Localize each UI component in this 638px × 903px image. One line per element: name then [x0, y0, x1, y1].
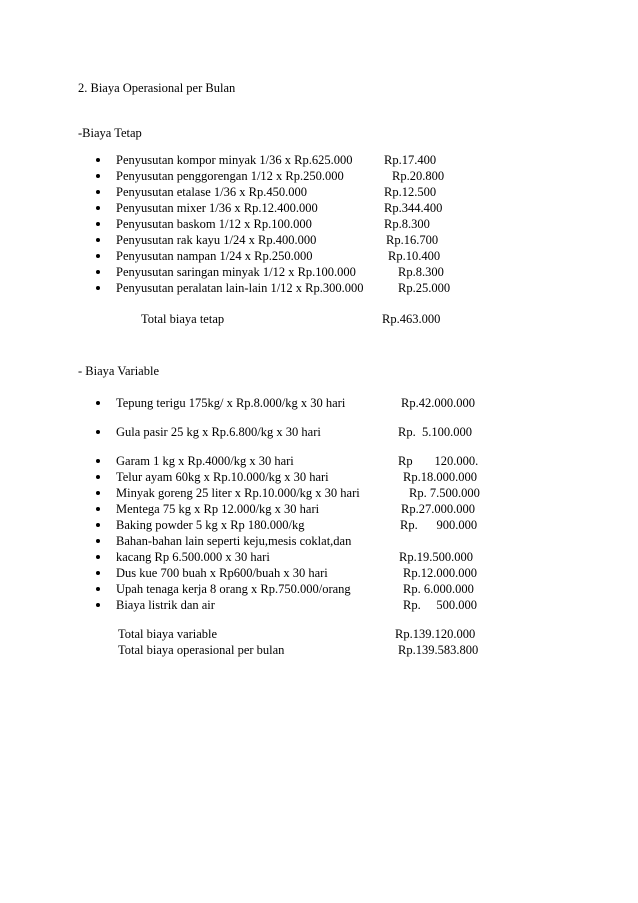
item-amount: Rp. 6.000.000	[403, 582, 474, 596]
bullet-icon	[96, 459, 100, 463]
item-amount: Rp.42.000.000	[401, 396, 475, 410]
item-description: Penyusutan rak kayu 1/24 x Rp.400.000	[116, 233, 317, 247]
bullet-icon	[96, 587, 100, 591]
total-amount: Rp.463.000	[382, 312, 441, 326]
item-description: Penyusutan etalase 1/36 x Rp.450.000	[116, 185, 307, 199]
variable-costs-heading: - Biaya Variable	[78, 364, 159, 378]
item-description: Baking powder 5 kg x Rp 180.000/kg	[116, 518, 305, 532]
item-description: Penyusutan kompor minyak 1/36 x Rp.625.000	[116, 153, 353, 167]
item-description: Penyusutan mixer 1/36 x Rp.12.400.000	[116, 201, 318, 215]
item-description: kacang Rp 6.500.000 x 30 hari	[116, 550, 270, 564]
bullet-icon	[96, 491, 100, 495]
item-description: Bahan-bahan lain seperti keju,mesis coklat,dan	[116, 534, 352, 548]
item-description: Upah tenaga kerja 8 orang x Rp.750.000/orang	[116, 582, 351, 596]
item-amount: Rp.8.300	[384, 217, 430, 231]
bullet-icon	[96, 158, 100, 162]
bullet-icon	[96, 238, 100, 242]
item-amount: Rp. 900.000	[400, 518, 478, 532]
item-description: Telur ayam 60kg x Rp.10.000/kg x 30 hari	[116, 470, 329, 484]
item-description: Gula pasir 25 kg x Rp.6.800/kg x 30 hari	[116, 425, 321, 439]
bullet-icon	[96, 174, 100, 178]
item-amount: Rp.25.000	[398, 281, 451, 295]
bullet-icon	[96, 206, 100, 210]
bullet-icon	[96, 270, 100, 274]
bullet-icon	[96, 286, 100, 290]
item-description: Penyusutan penggorengan 1/12 x Rp.250.000	[116, 169, 344, 183]
grand-total-amount: Rp.139.583.800	[398, 643, 479, 657]
item-description: Penyusutan nampan 1/24 x Rp.250.000	[116, 249, 313, 263]
item-amount: Rp.12.500	[384, 185, 437, 199]
item-amount: Rp.12.000.000	[403, 566, 477, 580]
item-amount: Rp.8.300	[398, 265, 444, 279]
bullet-icon	[96, 430, 100, 434]
item-amount: Rp. 7.500.000	[409, 486, 480, 500]
item-amount: Rp.344.400	[384, 201, 443, 215]
total-amount: Rp.139.120.000	[395, 627, 476, 641]
grand-total-label: Total biaya operasional per bulan	[118, 643, 285, 657]
section-title: 2. Biaya Operasional per Bulan	[78, 81, 236, 95]
item-amount: Rp.18.000.000	[403, 470, 477, 484]
item-description: Penyusutan saringan minyak 1/12 x Rp.100.000	[116, 265, 356, 279]
item-description: Garam 1 kg x Rp.4000/kg x 30 hari	[116, 454, 294, 468]
item-description: Tepung terigu 175kg/ x Rp.8.000/kg x 30 hari	[116, 396, 346, 410]
item-description: Penyusutan baskom 1/12 x Rp.100.000	[116, 217, 312, 231]
item-description: Penyusutan peralatan lain-lain 1/12 x Rp.300.000	[116, 281, 364, 295]
item-amount: Rp.17.400	[384, 153, 437, 167]
bullet-icon	[96, 507, 100, 511]
total-label: Total biaya variable	[118, 627, 218, 641]
fixed-costs-heading: -Biaya Tetap	[78, 126, 142, 140]
bullet-icon	[96, 523, 100, 527]
item-amount: Rp. 500.000	[403, 598, 477, 612]
bullet-icon	[96, 190, 100, 194]
bullet-icon	[96, 222, 100, 226]
bullet-icon	[96, 555, 100, 559]
item-description: Mentega 75 kg x Rp 12.000/kg x 30 hari	[116, 502, 320, 516]
bullet-icon	[96, 401, 100, 405]
bullet-icon	[96, 571, 100, 575]
item-amount: Rp.19.500.000	[399, 550, 473, 564]
total-label: Total biaya tetap	[141, 312, 225, 326]
item-description: Minyak goreng 25 liter x Rp.10.000/kg x 30 hari	[116, 486, 360, 500]
item-description: Biaya listrik dan air	[116, 598, 215, 612]
bullet-icon	[96, 475, 100, 479]
item-amount: Rp.20.800	[392, 169, 445, 183]
bullet-icon	[96, 254, 100, 258]
bullet-icon	[96, 603, 100, 607]
item-amount: Rp 120.000.	[398, 454, 479, 468]
item-description: Dus kue 700 buah x Rp600/buah x 30 hari	[116, 566, 328, 580]
bullet-icon	[96, 539, 100, 543]
item-amount: Rp.27.000.000	[401, 502, 475, 516]
item-amount: Rp. 5.100.000	[398, 425, 472, 439]
item-amount: Rp.16.700	[386, 233, 439, 247]
item-amount: Rp.10.400	[388, 249, 441, 263]
